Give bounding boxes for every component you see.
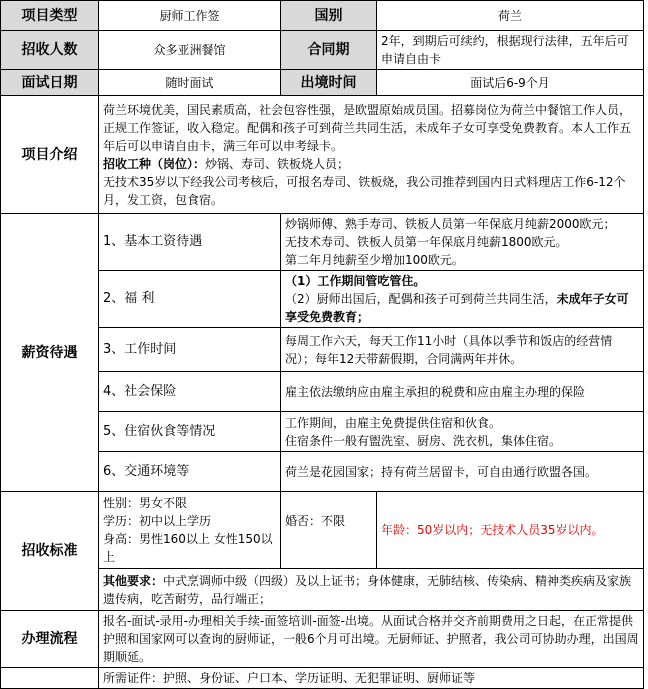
standard-height: 身高：男性160以上 女性150以上: [103, 532, 273, 564]
label-process: 办理流程: [1, 611, 99, 668]
standard-marital: 婚否：不限: [281, 492, 377, 569]
standard-gender: 性别：男女不限: [103, 496, 188, 510]
welfare-item-name: 2、福 利: [99, 271, 281, 328]
standard-other-text: 中式烹调师中级（四级）及以上证书；身体健康，无肺结核、传染病、精神类疾病及家族遗传病，吃苦耐劳，品行端正；: [103, 573, 632, 606]
salary-line: 无技术寿司、铁板人员第一年保底月纯薪1800欧元。: [285, 235, 568, 249]
intro-job-types: [103, 155, 639, 173]
standard-education: 学历：初中以上学历: [103, 514, 212, 528]
work-hours-item-value: 每周工作六天，每天工作11小时（具体以季节和饭店的经营情况）；每年12天带薪假期，合同满两年并休。: [281, 328, 644, 372]
welfare-line-1: （1）工作期间管吃管住。: [285, 274, 426, 288]
standard-other: [99, 569, 644, 611]
label-project-type: 项目类型: [1, 1, 99, 31]
standard-other-label: 其他要求：: [103, 573, 164, 588]
value-contract-period: 2年，到期后可续约，根据现行法律，五年后可申请自由卡: [377, 31, 644, 70]
bottom-partial-text: 所需证件：护照、身份证、户口本、学历证明、无犯罪证明、厨师证等: [99, 668, 644, 689]
label-interview-date: 面试日期: [1, 70, 99, 96]
standard-basic: [99, 492, 281, 569]
salary-line: 第二年月纯薪至少增加100欧元。: [285, 253, 464, 267]
label-recruit-count: 招收人数: [1, 31, 99, 70]
intro-paragraph: 荷兰环境优美，国民素质高，社会包容性强，是欧盟原始成员国。招募岗位为荷兰中餐馆工作人员，正规工作签证，收入稳定。配偶和孩子可到荷兰共同生活，未成年子女可享受免费教育。本人工作五年后可以申请自由卡，满三年可以申考绿卡。: [103, 102, 632, 153]
label-project-intro: 项目介绍: [1, 96, 99, 214]
welfare-line-2: [285, 290, 639, 326]
value-country: 荷兰: [377, 1, 644, 31]
standard-age: 年龄：50岁以内；无技术人员35岁以内。: [377, 492, 644, 569]
insurance-item-name: 4、社会保险: [99, 372, 281, 412]
project-intro: [99, 96, 644, 214]
insurance-item-value: 雇主依法缴纳应由雇主承担的税费和应由雇主办理的保险: [281, 372, 644, 412]
label-country: 国别: [281, 1, 377, 31]
welfare-line-2-text: （2）厨师出国后，配偶和孩子可到荷兰共同生活，: [285, 292, 557, 306]
work-hours-item-name: 3、工作时间: [99, 328, 281, 372]
welfare-line-2-bold: 未成年子女可享受免费教育；: [285, 292, 629, 324]
process-text: 报名-面试-录用-办理相关手续-面签培训-面签-出境。从面试合格并交齐前期费用之日起，在正常提供护照和国家网可以查询的厨师证，一般6个月可出境。无厨师证、护照者，我公司可协助办理，出国周期顺延。: [99, 611, 644, 668]
salary-item-name: 1、基本工资待遇: [99, 214, 281, 271]
intro-unskilled: 无技术35岁以下经我公司考核后，可报名寿司、铁板烧，我公司推荐到国内日式料理店工作6-12个月，发工资，包食宿。: [103, 174, 626, 207]
intro-job-list: 炒锅、寿司、铁板烧人员；: [205, 156, 350, 171]
intro-job-label: 招收工种（岗位）：: [103, 156, 206, 171]
value-project-type: 厨师工作签: [99, 1, 281, 31]
value-recruit-count: 众多亚洲餐馆: [99, 31, 281, 70]
accommodation-item-name: 5、住宿伙食等情况: [99, 412, 281, 452]
welfare-item-value: [281, 271, 644, 328]
label-departure-time: 出境时间: [281, 70, 377, 96]
accommodation-line: 工作期间，由雇主免费提供住宿和伙食。: [285, 415, 502, 430]
accommodation-item-value: [281, 412, 644, 452]
transport-item-name: 6、交通环境等: [99, 452, 281, 492]
value-interview-date: 随时面试: [99, 70, 281, 96]
label-contract-period: 合同期: [281, 31, 377, 70]
accommodation-line: 住宿条件一般有盥洗室、厨房、洗衣机，集体住宿。: [285, 433, 562, 448]
salary-item-value: [281, 214, 644, 271]
value-departure-time: 面试后6-9个月: [377, 70, 644, 96]
bottom-label-cell: [1, 668, 99, 689]
label-standard: 招收标准: [1, 492, 99, 611]
label-salary: 薪资待遇: [1, 214, 99, 492]
transport-item-value: 荷兰是花园国家；持有荷兰居留卡，可自由通行欧盟各国。: [281, 452, 644, 492]
salary-line: 炒锅师傅、熟手寿司、铁板人员第一年保底月纯薪2000欧元；: [285, 217, 616, 231]
